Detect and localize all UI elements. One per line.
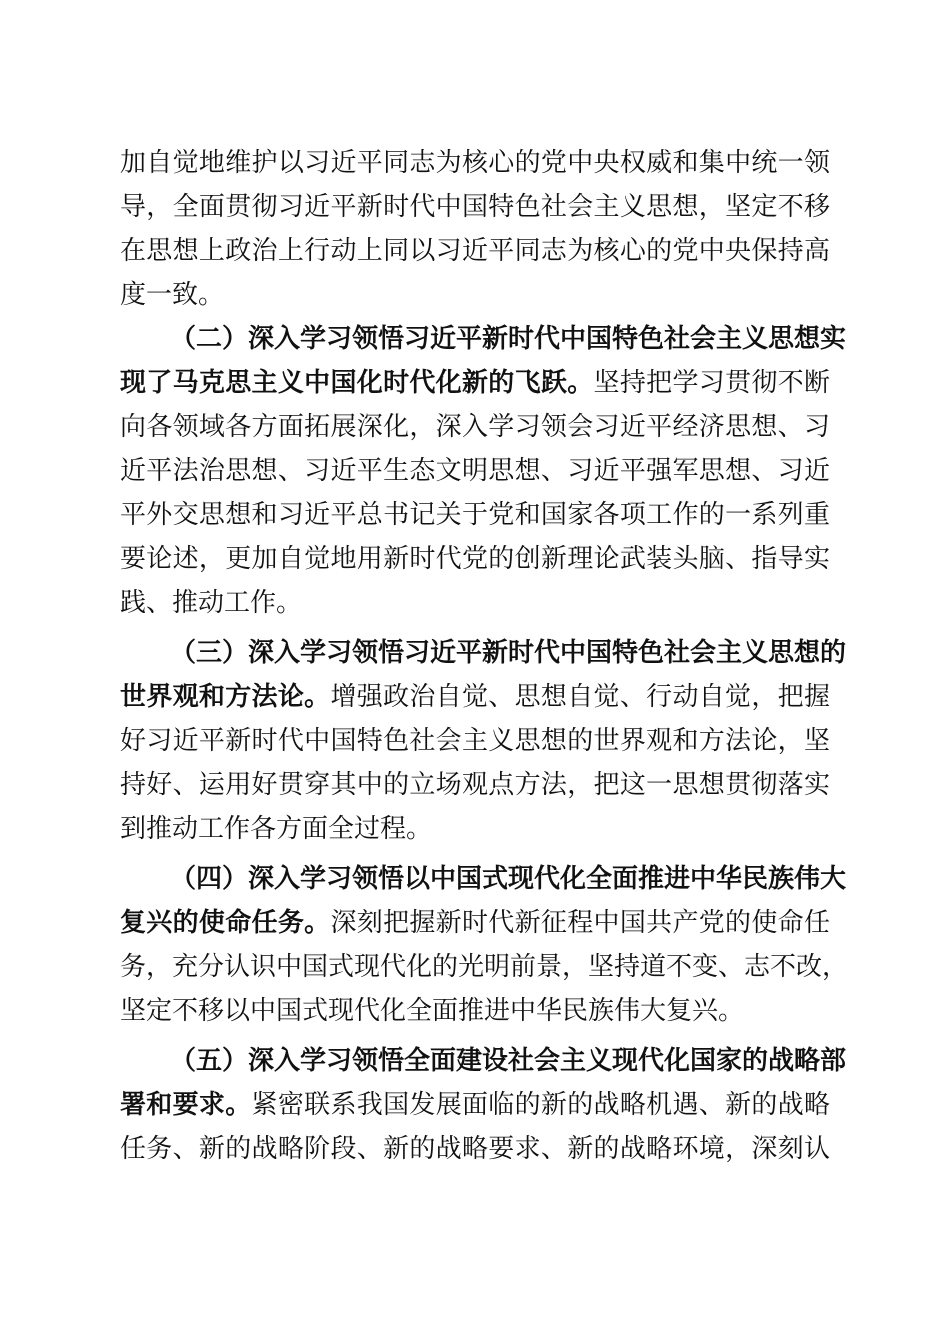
- line-text: 深刻把握新时代新征程中国共产党的使命任: [330, 908, 830, 938]
- line-text: 向各领域各方面拓展深化，深入学习领会习近平经济思想、习: [120, 412, 830, 442]
- line-text: 近平法治思想、习近平生态文明思想、习近平强军思想、习近: [120, 456, 830, 486]
- section-heading-text: （四）深入学习领悟以中国式现代化全面推进中华民族伟大: [170, 864, 847, 894]
- section-heading-text: 署和要求。: [120, 1090, 252, 1120]
- paragraph-line: [120, 989, 830, 1033]
- section-heading-text: 现了马克思主义中国化时代化新的飞跃。: [120, 368, 594, 398]
- paragraph-line: [120, 449, 830, 493]
- line-text: 到推动工作各方面全过程。: [120, 814, 433, 844]
- paragraph-line: [120, 1083, 830, 1127]
- paragraph-line: [120, 405, 830, 449]
- line-text: 坚定不移以中国式现代化全面推进中华民族伟大复兴。: [120, 996, 745, 1026]
- line-text: 导，全面贯彻习近平新时代中国特色社会主义思想，坚定不移: [120, 192, 830, 222]
- paragraph-line: [120, 581, 830, 625]
- line-text: 加自觉地维护以习近平同志为核心的党中央权威和集中统一领: [120, 148, 830, 178]
- paragraph-line: [120, 901, 830, 945]
- section-heading-text: （五）深入学习领悟全面建设社会主义现代化国家的战略部: [170, 1046, 847, 1076]
- section-heading-line: [170, 857, 847, 901]
- paragraph-line: [120, 945, 849, 989]
- paragraph-line: [120, 675, 830, 719]
- paragraph-line: [120, 763, 830, 807]
- section-heading-text: （二）深入学习领悟习近平新时代中国特色社会主义思想实: [170, 324, 847, 354]
- line-text: 在思想上政治上行动上同以习近平同志为核心的党中央保持高: [120, 236, 830, 266]
- section-heading-text: 世界观和方法论。: [120, 682, 331, 712]
- section-heading-line: [170, 631, 847, 675]
- paragraph-line: [120, 1127, 830, 1171]
- paragraph-line: [120, 719, 830, 763]
- section-heading-text: 复兴的使命任务。: [120, 908, 331, 938]
- section-heading-text: （三）深入学习领悟习近平新时代中国特色社会主义思想的: [170, 638, 847, 668]
- paragraph-line: [120, 361, 830, 405]
- paragraph-line: [120, 185, 830, 229]
- paragraph-line: [120, 493, 830, 537]
- paragraph-line: [120, 273, 830, 317]
- paragraph-line: [120, 141, 830, 185]
- line-text: 坚持把学习贯彻不断: [593, 368, 830, 398]
- line-text: 持好、运用好贯穿其中的立场观点方法，把这一思想贯彻落实: [120, 770, 830, 800]
- section-heading-line: [170, 1039, 847, 1083]
- paragraph-line: [120, 537, 830, 581]
- line-text: 度一致。: [120, 280, 225, 310]
- line-text: 好习近平新时代中国特色社会主义思想的世界观和方法论，坚: [120, 726, 830, 756]
- line-text: 要论述，更加自觉地用新时代党的创新理论武装头脑、指导实: [120, 544, 830, 574]
- section-heading-line: [170, 317, 847, 361]
- line-text: 务，充分认识中国式现代化的光明前景，坚持道不变、志不改，: [120, 952, 849, 982]
- paragraph-line: [120, 807, 830, 851]
- line-text: 增强政治自觉、思想自觉、行动自觉，把握: [330, 682, 830, 712]
- line-text: 践、推动工作。: [120, 588, 303, 618]
- line-text: 紧密联系我国发展面临的新的战略机遇、新的战略: [251, 1090, 830, 1120]
- line-text: 任务、新的战略阶段、新的战略要求、新的战略环境，深刻认: [120, 1134, 830, 1164]
- line-text: 平外交思想和习近平总书记关于党和国家各项工作的一系列重: [120, 500, 830, 530]
- paragraph-line: [120, 229, 830, 273]
